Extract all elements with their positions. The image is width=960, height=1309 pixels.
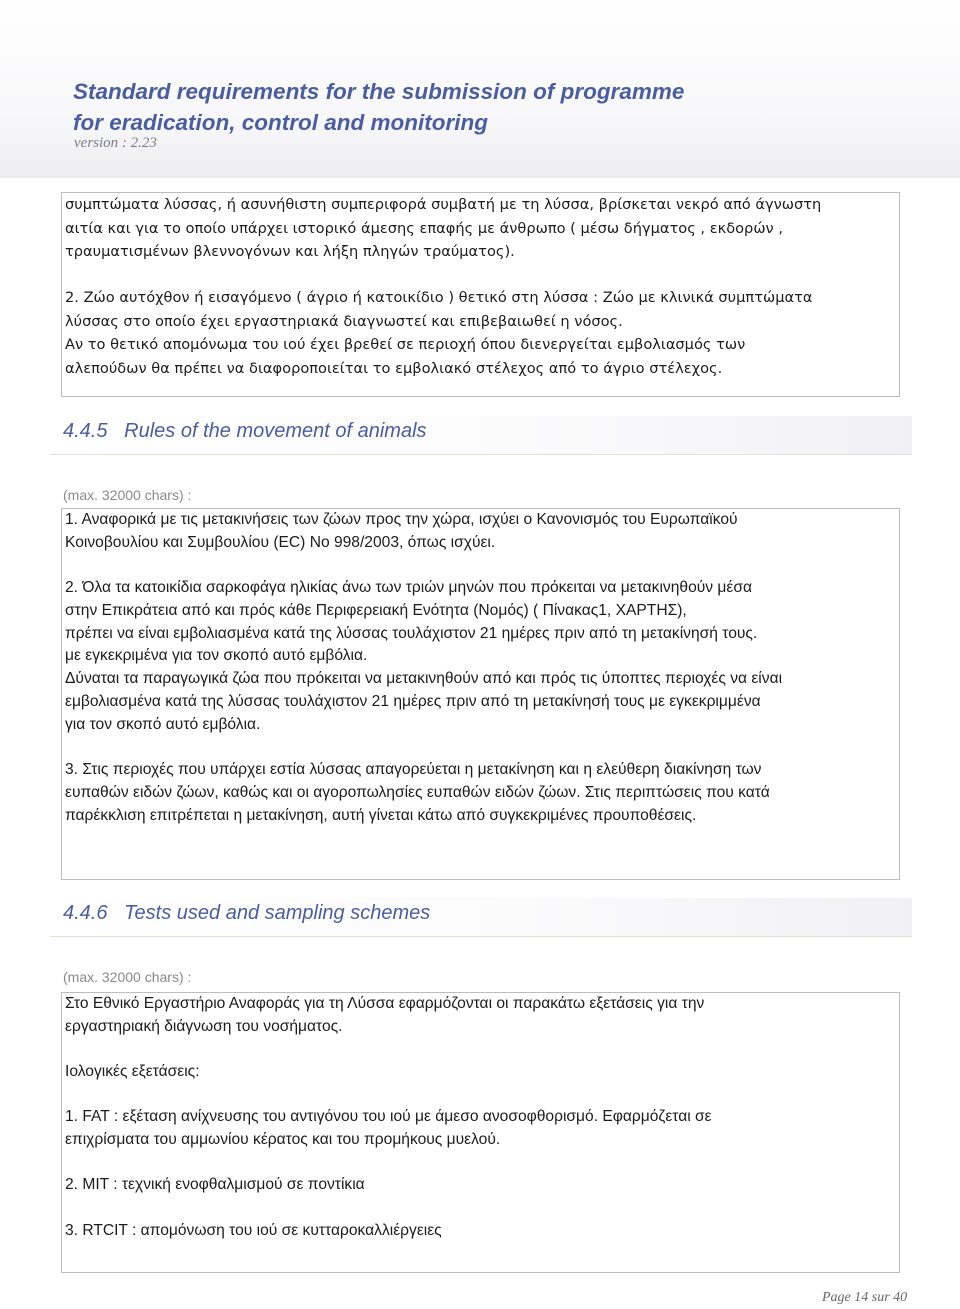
max-chars-label: (max. 32000 chars) : bbox=[63, 487, 192, 503]
blank-line bbox=[65, 1152, 896, 1175]
text-line: συμπτώματα λύσσας, ή ασυνήθιστη συμπεριφορά συμβατή με τη λύσσα, βρίσκεται νεκρό από άγνωστη bbox=[65, 196, 822, 213]
text-line: επιχρίσματα του αμμωνίου κέρατος και του προμήκους μυελού. bbox=[65, 1131, 501, 1149]
section-title bbox=[63, 420, 427, 443]
text-line: 1. Αναφορικά με τις μετακινήσεις των ζώων προς την χώρα, ισχύει ο Κανονισμός του Ευρωπαϊκού bbox=[65, 511, 738, 528]
text-line: στην Επικράτεια από και πρός κάθε Περιφερειακή Ενότητα (Νομός) ( Πίνακας1, ΧΑΡΤΗΣ), bbox=[65, 601, 687, 619]
previous-section-text-box[interactable] bbox=[61, 192, 900, 397]
document-title bbox=[73, 76, 684, 138]
version-label: version : 2.23 bbox=[74, 135, 157, 151]
section-number: 4.4.6 bbox=[63, 902, 108, 924]
text-line: Δύναται τα παραγωγικά ζώα που πρόκειται να μετακινηθούν από και πρός τις ύποπτες περιοχές να είναι bbox=[65, 670, 783, 688]
blank-line bbox=[65, 555, 896, 578]
section-title-text: Rules of the movement of animals bbox=[124, 420, 427, 442]
text-line: αιτία και για το οποίο υπάρχει ιστορικό άμεσης επαφής με άνθρωπο ( μέσω δήγματος , εκδορών , bbox=[65, 219, 783, 237]
text-line: ευπαθών ειδών ζώων, καθώς και οι αγοροπωλησίες ευπαθών ειδών ζώων. Στις περιπτώσεις που κατά bbox=[65, 783, 770, 801]
blank-line bbox=[65, 264, 896, 287]
section-heading-4-4-6 bbox=[50, 898, 912, 937]
text-line: 3. RTCIT : απομόνωση του ιού σε κυτταροκαλλιέργειες bbox=[65, 1221, 442, 1239]
text-line: παρέκκλιση επιτρέπεται η μετακίνηση, αυτή γίνεται κάτω από συγκεκριμένες προυποθέσεις. bbox=[65, 806, 697, 824]
text-line: Ιολογικές εξετάσεις: bbox=[65, 1063, 200, 1081]
text-line: 2. Ζώο αυτόχθον ή εισαγόμενο ( άγριο ή κατοικίδιο ) θετικό στη λύσσα : Ζώο με κλινικά συμπτώματα bbox=[65, 289, 813, 306]
text-line: 2. Όλα τα κατοικίδια σαρκοφάγα ηλικίας άνω των τριών μηνών που πρόκειται να μετακινηθούν μέσα bbox=[65, 579, 752, 597]
text-line: λύσσας στο οποίο έχει εργαστηριακά διαγνωστεί και επιβεβαιωθεί η νόσος. bbox=[65, 312, 623, 330]
text-line: 3. Στις περιοχές που υπάρχει εστία λύσσας απαγορεύεται η μετακίνηση και η ελεύθερη διακίνηση των bbox=[65, 761, 762, 779]
tests-text-box[interactable] bbox=[61, 992, 900, 1273]
section-number: 4.4.5 bbox=[63, 420, 108, 442]
title-line-1: Standard requirements for the submission of programme bbox=[73, 79, 685, 104]
page-header bbox=[0, 0, 960, 178]
blank-line bbox=[65, 737, 896, 760]
section-title bbox=[63, 902, 430, 925]
text-line: Αν το θετικό απομόνωμα του ιού έχει βρεθεί σε περιοχή όπου διενεργείται εμβολιασμός των bbox=[65, 336, 746, 353]
page-number: Page 14 sur 40 bbox=[822, 1290, 908, 1305]
text-line: Κοινοβουλίου και Συμβουλίου (EC) Nο 998/2003, όπως ισχύει. bbox=[65, 533, 496, 551]
blank-line bbox=[65, 1084, 896, 1107]
text-line: Στο Εθνικό Εργαστήριο Αναφοράς για τη Λύσσα εφαρμόζονται οι παρακάτω εξετάσεις για την bbox=[65, 995, 705, 1012]
text-line: πρέπει να είναι εμβολιασμένα κατά της λύσσας τουλάχιστον 21 ημέρες πριν από τη μετακίνησή τους. bbox=[65, 624, 758, 642]
max-chars-label: (max. 32000 chars) : bbox=[63, 969, 192, 985]
text-line: εμβολιασμένα κατά της λύσσας τουλάχιστον 21 ημέρες πριν από τη μετακίνησή τους με εγκεκριμμένα bbox=[65, 693, 761, 711]
text-line: αλεπούδων θα πρέπει να διαφοροποιείται το εμβολιακό στέλεχος από το άγριο στέλεχος. bbox=[65, 359, 723, 377]
text-line: εργαστηριακή διάγνωση του νοσήματος. bbox=[65, 1017, 343, 1035]
section-heading-4-4-5 bbox=[50, 416, 912, 455]
text-line: με εγκεκριμένα για τον σκοπό αυτό εμβόλια. bbox=[65, 647, 368, 665]
title-line-2: for eradication, control and monitoring bbox=[73, 110, 489, 135]
text-line: 2. MIT : τεχνική ενοφθαλμισμού σε ποντίκια bbox=[65, 1176, 365, 1194]
text-line: 1. FAT : εξέταση ανίχνευσης του αντιγόνου του ιού με άμεσο ανοσοφθορισμό. Εφαρμόζεται σε bbox=[65, 1108, 712, 1126]
blank-line bbox=[65, 1197, 896, 1220]
text-line: τραυματισμένων βλεννογόνων και λήξη πληγών τραύματος). bbox=[65, 243, 515, 260]
section-title-text: Tests used and sampling schemes bbox=[124, 902, 431, 924]
movement-rules-text-box[interactable] bbox=[61, 508, 900, 880]
text-line: για τον σκοπό αυτό εμβόλια. bbox=[65, 715, 261, 733]
blank-line bbox=[65, 1039, 896, 1062]
